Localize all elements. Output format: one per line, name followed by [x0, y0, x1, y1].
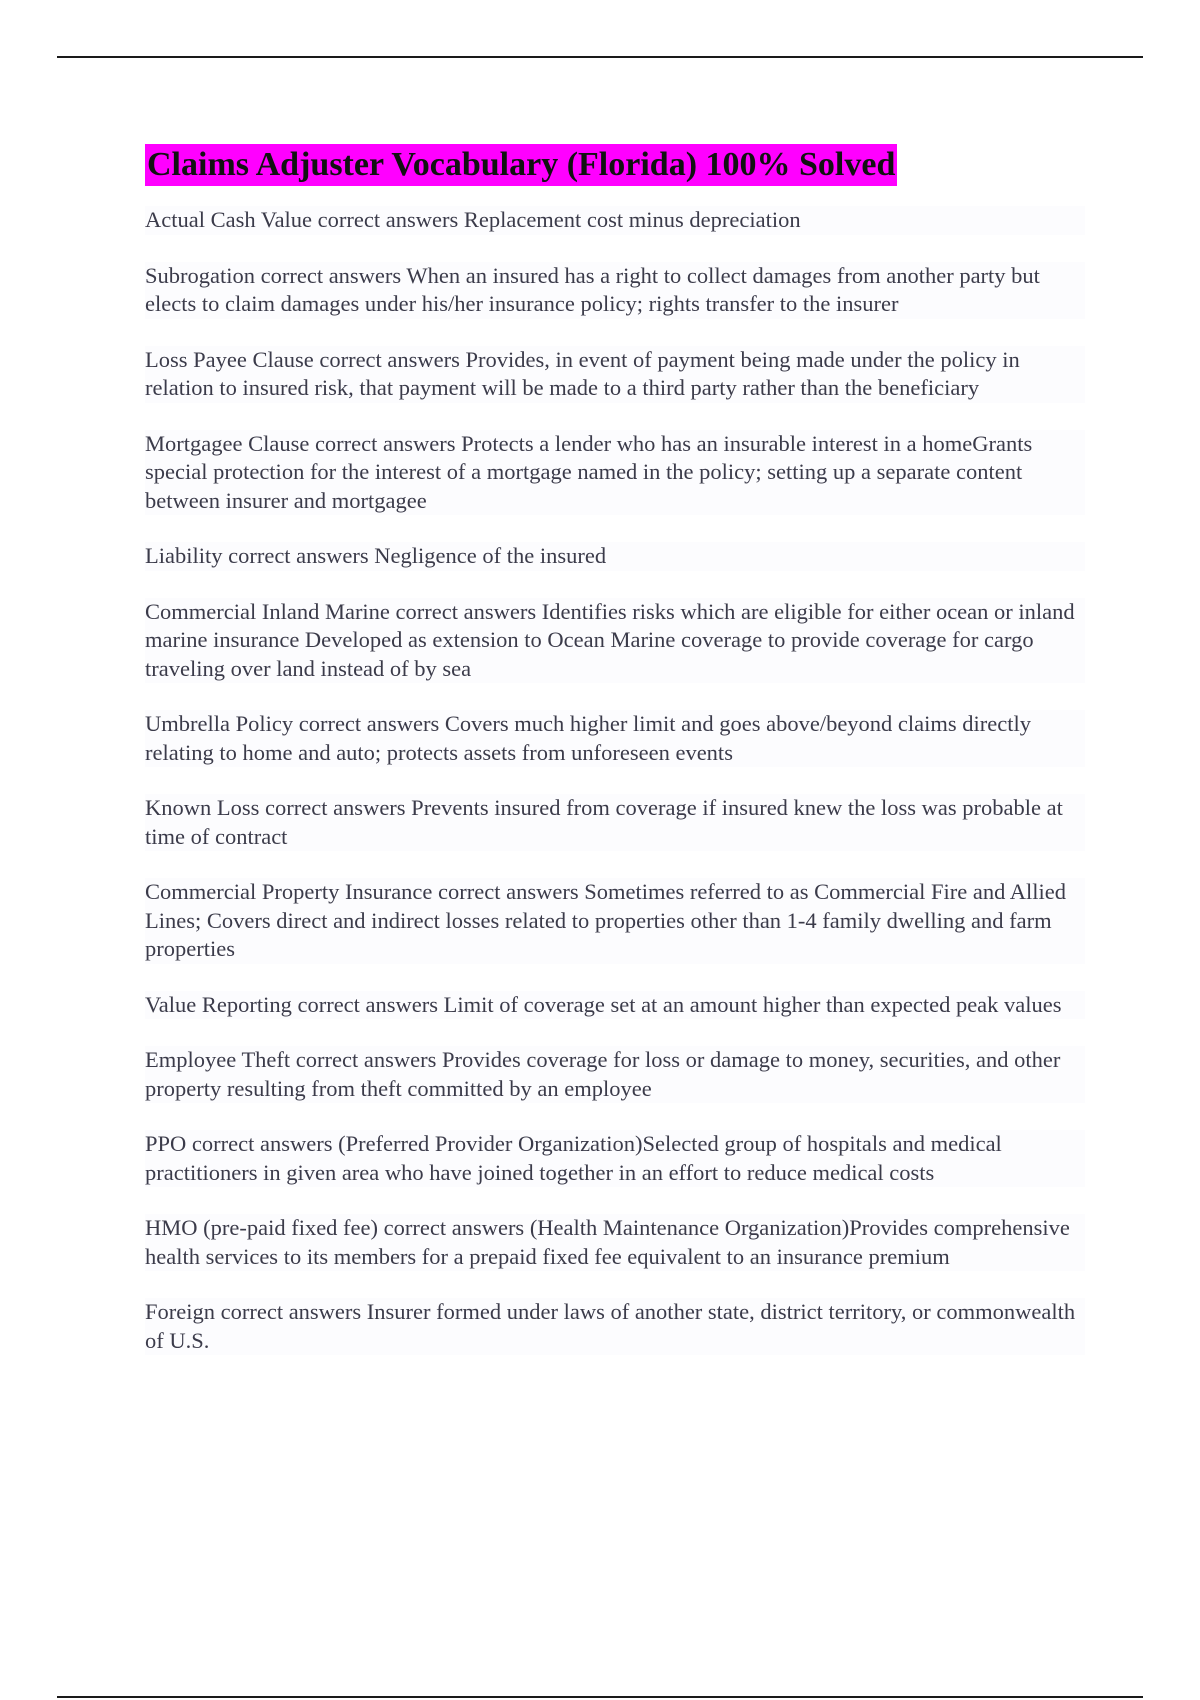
- vocabulary-entry: Liability correct answers Negligence of the insured: [145, 542, 1085, 571]
- vocabulary-entry: Commercial Property Insurance correct answers Sometimes referred to as Commercial Fire and Allied Lines; Covers direct and indirect losses related to properties other than 1-4 family dwelling and farm properties: [145, 878, 1085, 964]
- vocabulary-entry: Actual Cash Value correct answers Replacement cost minus depreciation: [145, 206, 1085, 235]
- vocabulary-entry: Commercial Inland Marine correct answers Identifies risks which are eligible for either ocean or inland marine insurance Developed as extension to Ocean Marine coverage to provide coverage for cargo traveling over land instead of by sea: [145, 598, 1085, 684]
- page-title: Claims Adjuster Vocabulary (Florida) 100% Solved: [145, 144, 897, 186]
- vocabulary-entry: Subrogation correct answers When an insured has a right to collect damages from another party but elects to claim damages under his/her insurance policy; rights transfer to the insurer: [145, 262, 1085, 319]
- bottom-rule: [57, 1696, 1143, 1698]
- top-rule: [57, 56, 1143, 58]
- vocabulary-entry: Employee Theft correct answers Provides coverage for loss or damage to money, securities, and other property resulting from theft committed by an employee: [145, 1046, 1085, 1103]
- vocabulary-entry: Umbrella Policy correct answers Covers much higher limit and goes above/beyond claims directly relating to home and auto; protects assets from unforeseen events: [145, 710, 1085, 767]
- document-body: [145, 144, 1085, 1382]
- vocabulary-entry: Mortgagee Clause correct answers Protects a lender who has an insurable interest in a homeGrants special protection for the interest of a mortgage named in the policy; setting up a separate content between insurer and mortgagee: [145, 430, 1085, 516]
- vocabulary-entry: Foreign correct answers Insurer formed under laws of another state, district territory, or commonwealth of U.S.: [145, 1298, 1085, 1355]
- vocabulary-entry: HMO (pre-paid fixed fee) correct answers (Health Maintenance Organization)Provides comprehensive health services to its members for a prepaid fixed fee equivalent to an insurance premium: [145, 1214, 1085, 1271]
- vocabulary-entry: Known Loss correct answers Prevents insured from coverage if insured knew the loss was probable at time of contract: [145, 794, 1085, 851]
- vocabulary-list: [145, 206, 1085, 1355]
- vocabulary-entry: PPO correct answers (Preferred Provider Organization)Selected group of hospitals and medical practitioners in given area who have joined together in an effort to reduce medical costs: [145, 1130, 1085, 1187]
- vocabulary-entry: Value Reporting correct answers Limit of coverage set at an amount higher than expected peak values: [145, 991, 1085, 1020]
- vocabulary-entry: Loss Payee Clause correct answers Provides, in event of payment being made under the policy in relation to insured risk, that payment will be made to a third party rather than the beneficiary: [145, 346, 1085, 403]
